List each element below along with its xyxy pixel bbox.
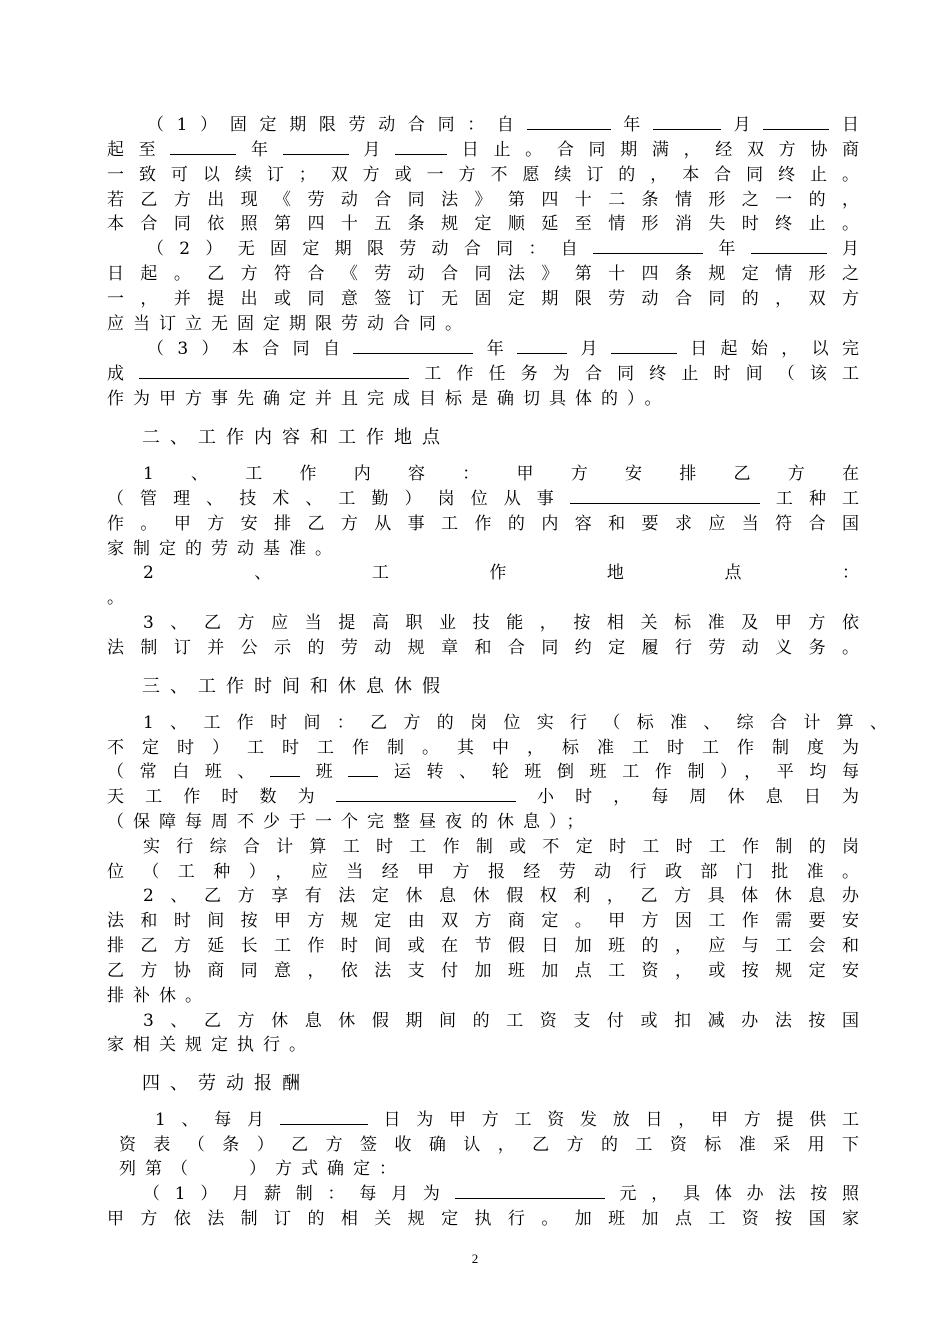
text-line: 乙方协商同意，依法支付加班加点工资，或按规定安 bbox=[107, 961, 859, 981]
text-line: 本合同依照第四十五条规定顺延至情形消失时终止。 bbox=[107, 214, 859, 234]
blank-field[interactable] bbox=[455, 1182, 605, 1199]
text-line: 。 bbox=[107, 588, 133, 608]
text-line: 排乙方延长工作时间或在节假日加班的，应与工会和 bbox=[107, 936, 859, 956]
text-line: 一致可以续订；双方或一方不愿续订的，本合同终止。 bbox=[107, 165, 859, 185]
text-line: 位（工种），应当经甲方报经劳动行政部门批准。 bbox=[107, 862, 859, 882]
text-line: 列第（ ）方式确定： bbox=[119, 1159, 405, 1179]
text-line: 实行综合计算工时工作制或不定时工时工作制的岗 bbox=[143, 837, 859, 857]
blank-field[interactable] bbox=[395, 138, 447, 155]
text-line: 法和时间按甲方规定由双方商定。甲方因工作需要安 bbox=[107, 911, 859, 931]
text-line: （常白班、 班 运转、轮班倒班工作制），平均每 bbox=[107, 762, 860, 782]
blank-field[interactable] bbox=[570, 487, 760, 504]
blank-field[interactable] bbox=[653, 113, 721, 130]
text-line: （管理、技术、工勤）岗位从事 工种工 bbox=[107, 489, 860, 509]
blank-field[interactable] bbox=[353, 337, 473, 354]
text-line: 不定时）工时工作制。其中，标准工时工作制度为 bbox=[107, 738, 859, 758]
blank-field[interactable] bbox=[751, 237, 827, 254]
text-line: （1）月薪制：每月为 元，具体办法按照 bbox=[143, 1184, 860, 1204]
text-line: 1、工作内容：甲方安排乙方在 bbox=[143, 464, 859, 484]
text-line: 作。甲方安排乙方从事工作的内容和要求应当符合国 bbox=[107, 514, 859, 534]
text-line: 家制定的劳动基准。 bbox=[107, 539, 341, 559]
text-line: 一，并提出或同意签订无固定期限劳动合同的，双方 bbox=[107, 289, 859, 309]
text-line: 成 工作任务为合同终止时间（该工 bbox=[107, 364, 860, 384]
text-line: 1、工作时间：乙方的岗位实行（标准、综合计算、 bbox=[143, 713, 887, 733]
blank-field[interactable] bbox=[283, 138, 349, 155]
blank-field[interactable] bbox=[270, 760, 300, 777]
blank-field[interactable] bbox=[517, 337, 567, 354]
text-line: 甲方依法制订的相关规定执行。加班加点工资按国家 bbox=[107, 1209, 859, 1229]
blank-field[interactable] bbox=[170, 138, 236, 155]
blank-field[interactable] bbox=[763, 113, 829, 130]
text-line: 法制订并公示的劳动规章和合同约定履行劳动义务。 bbox=[107, 638, 859, 658]
section-heading: 三、工作时间和休息休假 bbox=[142, 676, 450, 697]
text-line: 日起。乙方符合《劳动合同法》第十四条规定情形之 bbox=[107, 264, 859, 284]
section-heading: 二、工作内容和工作地点 bbox=[142, 427, 450, 448]
text-line: 2、工作地点： bbox=[143, 563, 859, 583]
text-line: 作为甲方事先确定并且完成目标是确切具体的）。 bbox=[107, 389, 671, 409]
text-line: （3）本合同自 年 月 日起始，以完 bbox=[147, 339, 860, 359]
text-line: （2）无固定期限劳动合同：自 年 月 bbox=[147, 239, 859, 259]
blank-field[interactable] bbox=[336, 785, 516, 802]
text-line: 1、每月 日为甲方工资发放日，甲方提供工 bbox=[155, 1110, 860, 1130]
blank-field[interactable] bbox=[593, 237, 703, 254]
blank-field[interactable] bbox=[527, 113, 611, 130]
section-heading: 四、劳动报酬 bbox=[142, 1073, 310, 1094]
text-line: 排补休。 bbox=[107, 986, 211, 1006]
blank-field[interactable] bbox=[348, 760, 378, 777]
text-line: 资表（条）乙方签收确认，乙方的工资标准采用下 bbox=[119, 1135, 859, 1155]
text-line: 家相关规定执行。 bbox=[107, 1035, 315, 1055]
text-line: 起至 年 月 日止。合同期满，经双方协商 bbox=[107, 140, 860, 160]
text-line: 应当订立无固定期限劳动合同。 bbox=[107, 314, 471, 334]
blank-field[interactable] bbox=[139, 362, 409, 379]
text-line: （1）固定期限劳动合同：自 年 月 日 bbox=[147, 115, 860, 135]
blank-field[interactable] bbox=[280, 1108, 368, 1125]
text-line: 3、乙方休息休假期间的工资支付或扣减办法按国 bbox=[143, 1011, 859, 1031]
text-line: （保障每周不少于一个完整昼夜的休息）； bbox=[107, 812, 593, 832]
text-line: 3、乙方应当提高职业技能，按相关标准及甲方依 bbox=[143, 613, 859, 633]
text-line: 2、乙方享有法定休息休假权利，乙方具体休息办 bbox=[143, 886, 859, 906]
blank-field[interactable] bbox=[611, 337, 677, 354]
page-number: 2 bbox=[471, 1251, 479, 1266]
text-line: 若乙方出现《劳动合同法》第四十二条情形之一的， bbox=[107, 190, 859, 210]
text-line: 天工作时数为 小时，每周休息日为 bbox=[107, 787, 860, 807]
